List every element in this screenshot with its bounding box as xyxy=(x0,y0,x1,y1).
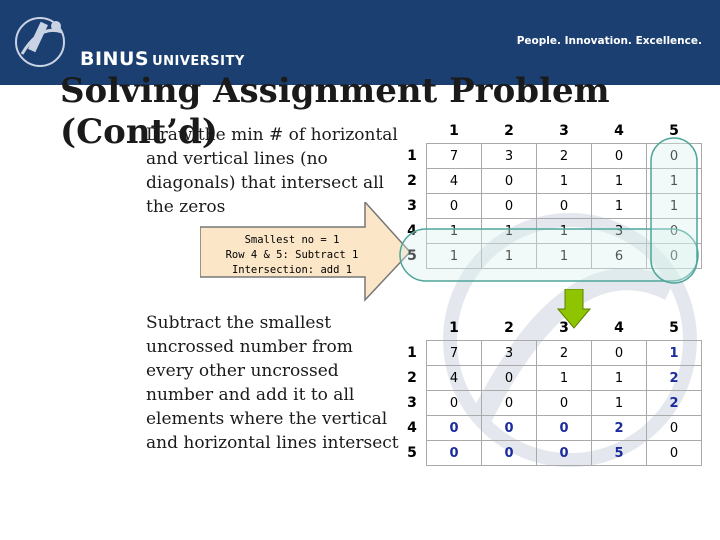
table-cell: 4 xyxy=(427,366,482,391)
row-header: 2 xyxy=(407,173,417,189)
tagline: People. Innovation. Excellence. xyxy=(516,35,702,47)
table-cell: 3 xyxy=(482,144,537,169)
table-cell-updated: 0 xyxy=(482,416,537,441)
table-cell-updated: 2 xyxy=(647,366,702,391)
table-cell: 0 xyxy=(482,169,537,194)
table-cell: 1 xyxy=(537,169,592,194)
table-row xyxy=(398,144,702,169)
binus-logo-icon xyxy=(12,14,74,72)
table-cell: 0 xyxy=(592,144,647,169)
table-cell: 1 xyxy=(592,194,647,219)
page-title-continued: (Cont’d) xyxy=(60,112,218,152)
column-header: 1 xyxy=(449,123,459,139)
table-cell: 1 xyxy=(482,244,537,269)
table-cell: 3 xyxy=(592,219,647,244)
step-draw-lines-text: Draw the min # of horizontal and vertical lines (no diagonals) that intersect all the zeros xyxy=(146,125,398,217)
table-cell: 0 xyxy=(427,194,482,219)
table-row xyxy=(398,441,702,466)
table-cell: 0 xyxy=(482,366,537,391)
table-cell: 0 xyxy=(647,144,702,169)
table-row xyxy=(398,341,702,366)
column-header: 5 xyxy=(669,320,679,336)
table-cell-updated: 5 xyxy=(592,441,647,466)
table-cell: 0 xyxy=(537,391,592,416)
column-header: 2 xyxy=(504,320,514,336)
table-cell: 4 xyxy=(427,169,482,194)
column-header: 2 xyxy=(504,123,514,139)
table-cell: 0 xyxy=(537,194,592,219)
table-cell: 3 xyxy=(482,341,537,366)
row-header: 1 xyxy=(407,148,417,164)
table-cell: 0 xyxy=(482,391,537,416)
table-cell: 1 xyxy=(592,391,647,416)
table-row xyxy=(398,391,702,416)
matrix-header-row xyxy=(398,119,702,144)
cost-matrix-after xyxy=(398,316,702,466)
row-header: 4 xyxy=(407,223,417,239)
table-row xyxy=(398,194,702,219)
table-cell: 1 xyxy=(592,366,647,391)
row-header: 3 xyxy=(407,395,417,411)
table-cell-updated: 2 xyxy=(647,391,702,416)
table-cell: 1 xyxy=(647,169,702,194)
table-cell-updated: 0 xyxy=(427,441,482,466)
cost-matrix-before xyxy=(398,119,702,269)
row-header: 5 xyxy=(407,248,417,264)
table-cell: 1 xyxy=(647,194,702,219)
table-row xyxy=(398,219,702,244)
table-cell-updated: 0 xyxy=(537,441,592,466)
table-row xyxy=(398,416,702,441)
table-cell: 6 xyxy=(592,244,647,269)
column-header: 4 xyxy=(614,123,624,139)
table-cell: 0 xyxy=(647,219,702,244)
step-subtract-text: Subtract the smallest uncrossed number from every other uncrossed number and add it to all elements where the vertical and horizontal lines intersect xyxy=(146,313,399,453)
table-cell: 0 xyxy=(647,416,702,441)
table-cell-updated: 2 xyxy=(592,416,647,441)
brand-name: BINUS UNIVERSITY xyxy=(80,48,245,70)
table-cell: 7 xyxy=(427,144,482,169)
table-row xyxy=(398,366,702,391)
table-cell: 1 xyxy=(537,244,592,269)
row-header: 2 xyxy=(407,370,417,386)
table-cell: 0 xyxy=(482,194,537,219)
column-header: 4 xyxy=(614,320,624,336)
column-header: 5 xyxy=(669,123,679,139)
table-row xyxy=(398,169,702,194)
table-cell-updated: 0 xyxy=(537,416,592,441)
table-row xyxy=(398,244,702,269)
row-header: 1 xyxy=(407,345,417,361)
column-header: 3 xyxy=(559,123,569,139)
table-cell: 7 xyxy=(427,341,482,366)
table-cell: 1 xyxy=(537,219,592,244)
row-header: 5 xyxy=(407,445,417,461)
table-cell-updated: 1 xyxy=(647,341,702,366)
table-cell: 1 xyxy=(427,244,482,269)
table-cell: 0 xyxy=(427,391,482,416)
table-cell: 1 xyxy=(537,366,592,391)
callout-text: Smallest no = 1 Row 4 & 5: Subtract 1 Intersection: add 1 xyxy=(225,234,359,276)
table-cell: 0 xyxy=(647,441,702,466)
table-cell: 1 xyxy=(482,219,537,244)
table-cell: 2 xyxy=(537,341,592,366)
page-title: Solving Assignment Problem xyxy=(60,71,610,111)
matrix-header-row xyxy=(398,316,702,341)
table-cell: 0 xyxy=(647,244,702,269)
table-cell: 1 xyxy=(427,219,482,244)
column-header: 1 xyxy=(449,320,459,336)
row-header: 4 xyxy=(407,420,417,436)
table-cell: 0 xyxy=(592,341,647,366)
column-header: 3 xyxy=(559,320,569,336)
table-cell: 1 xyxy=(592,169,647,194)
table-cell: 2 xyxy=(537,144,592,169)
table-cell-updated: 0 xyxy=(427,416,482,441)
row-header: 3 xyxy=(407,198,417,214)
table-cell-updated: 0 xyxy=(482,441,537,466)
